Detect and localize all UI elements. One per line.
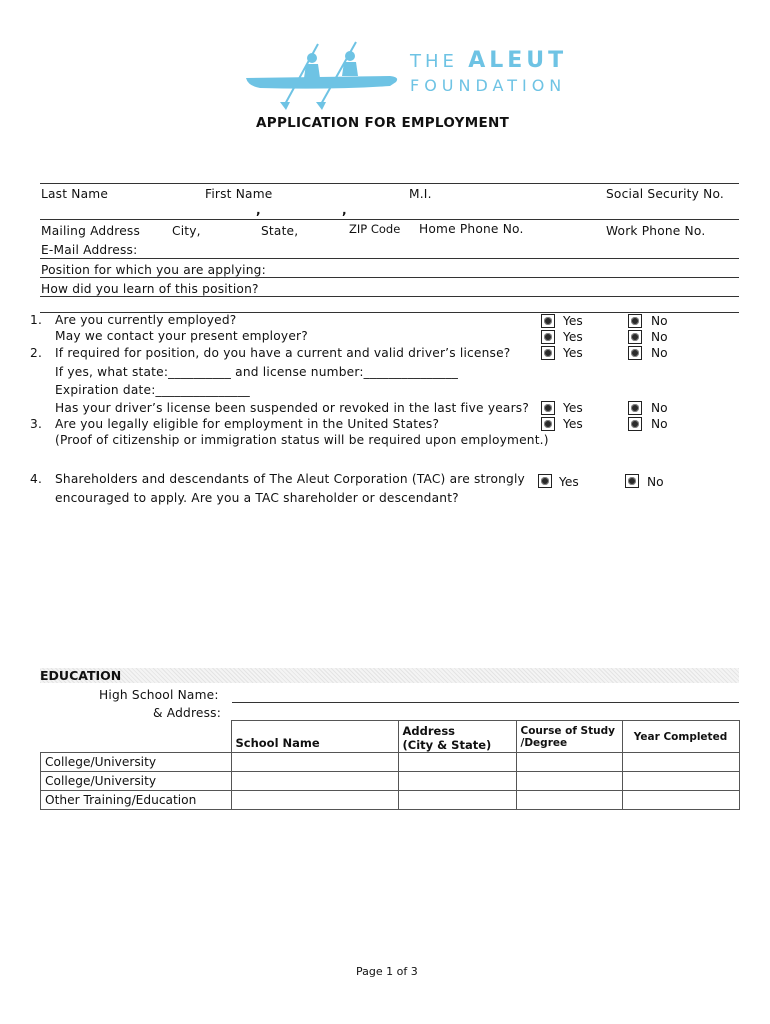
table-header-row — [41, 721, 740, 753]
last-name-label: Last Name — [41, 187, 109, 201]
table-cell[interactable] — [622, 753, 739, 772]
question-4a: Shareholders and descendants of The Aleut Corporation (TAC) are strongly — [55, 472, 525, 486]
col-course-line1: Course of Study — [520, 724, 615, 737]
table-row — [41, 772, 740, 791]
logo-the: THE — [410, 51, 458, 72]
question-3b: (Proof of citizenship or immigration status will be required upon employment.) — [55, 433, 549, 447]
yes-label: Yes — [559, 475, 579, 489]
position-label: Position for which you are applying: — [41, 263, 266, 277]
no-radio-q2a[interactable] — [628, 346, 642, 360]
city-label: City, — [172, 224, 201, 238]
education-heading: EDUCATION — [40, 668, 122, 683]
no-label: No — [651, 401, 668, 415]
col-address-line2: (City & State) — [402, 738, 492, 752]
work-phone-label: Work Phone No. — [606, 224, 706, 238]
table-cell[interactable] — [398, 772, 516, 791]
question-4b: encouraged to apply. Are you a TAC shareholder or descendant? — [55, 491, 459, 505]
email-label: E-Mail Address: — [41, 243, 138, 257]
row-label: Other Training/Education — [41, 791, 232, 810]
high-school-label: High School Name: — [99, 688, 219, 702]
question-2b: If yes, what state:__________ and license number:_______________ — [55, 365, 459, 379]
logo-foundation: FOUNDATION — [410, 76, 567, 95]
state-label: State, — [261, 224, 299, 238]
yes-radio-q2a[interactable] — [541, 346, 555, 360]
yes-radio-q1a[interactable] — [541, 314, 555, 328]
table-row — [41, 791, 740, 810]
col-course — [516, 721, 622, 753]
table-cell[interactable] — [231, 791, 398, 810]
comma: , — [256, 203, 261, 217]
table-cell[interactable] — [398, 753, 516, 772]
yes-radio-q2d[interactable] — [541, 401, 555, 415]
table-cell[interactable] — [622, 772, 739, 791]
zip-label: ZIP Code — [349, 222, 401, 236]
education-header-bar — [40, 668, 739, 683]
home-phone-label: Home Phone No. — [419, 222, 524, 236]
col-year: Year Completed — [622, 721, 739, 753]
yes-label: Yes — [563, 314, 583, 328]
learn-label: How did you learn of this position? — [41, 282, 259, 296]
col-course-line2: /Degree — [520, 736, 568, 749]
question-number: 4. — [30, 472, 43, 486]
col-address — [398, 721, 516, 753]
table-cell[interactable] — [516, 753, 622, 772]
no-radio-q1b[interactable] — [628, 330, 642, 344]
table-cell[interactable] — [231, 753, 398, 772]
logo — [240, 40, 568, 110]
col-address-line1: Address — [402, 724, 456, 738]
question-number: 1. — [30, 313, 43, 327]
page-title: APPLICATION FOR EMPLOYMENT — [256, 115, 510, 131]
no-label: No — [647, 475, 664, 489]
learn-field[interactable] — [40, 296, 739, 297]
no-label: No — [651, 417, 668, 431]
divider — [40, 183, 739, 184]
kayak-logo-icon — [240, 40, 410, 110]
page-number: Page 1 of 3 — [356, 965, 418, 978]
yes-radio-q4[interactable] — [538, 474, 552, 488]
no-radio-q2d[interactable] — [628, 401, 642, 415]
question-number: 2. — [30, 346, 43, 360]
comma: , — [342, 203, 347, 217]
question-1a: Are you currently employed? — [55, 313, 237, 327]
mi-label: M.I. — [409, 187, 432, 201]
question-1b: May we contact your present employer? — [55, 329, 308, 343]
question-2a: If required for position, do you have a current and valid driver’s license? — [55, 346, 511, 360]
table-cell[interactable] — [398, 791, 516, 810]
question-2c: Expiration date:_______________ — [55, 383, 250, 397]
table-cell[interactable] — [516, 791, 622, 810]
table-row — [41, 753, 740, 772]
table-cell[interactable] — [516, 772, 622, 791]
yes-radio-q3a[interactable] — [541, 417, 555, 431]
no-radio-q1a[interactable] — [628, 314, 642, 328]
yes-radio-q1b[interactable] — [541, 330, 555, 344]
table-cell[interactable] — [622, 791, 739, 810]
divider — [40, 219, 739, 220]
question-number: 3. — [30, 417, 43, 431]
question-2d: Has your driver’s license been suspended or revoked in the last five years? — [55, 401, 530, 415]
table-cell[interactable] — [231, 772, 398, 791]
yes-label: Yes — [563, 330, 583, 344]
logo-aleut: ALEUT — [468, 48, 568, 73]
education-table — [40, 720, 740, 810]
yes-label: Yes — [563, 346, 583, 360]
position-field[interactable] — [40, 277, 739, 278]
col-school-name: School Name — [231, 721, 398, 753]
yes-label: Yes — [563, 417, 583, 431]
yes-label: Yes — [563, 401, 583, 415]
no-radio-q4[interactable] — [625, 474, 639, 488]
email-field[interactable] — [40, 258, 739, 259]
address-label: & Address: — [153, 706, 222, 720]
no-radio-q3a[interactable] — [628, 417, 642, 431]
ssn-label: Social Security No. — [606, 187, 724, 201]
no-label: No — [651, 314, 668, 328]
question-3a: Are you legally eligible for employment in the United States? — [55, 417, 440, 431]
row-label: College/University — [41, 753, 232, 772]
first-name-label: First Name — [205, 187, 273, 201]
mailing-address-label: Mailing Address — [41, 224, 141, 238]
no-label: No — [651, 330, 668, 344]
no-label: No — [651, 346, 668, 360]
row-label: College/University — [41, 772, 232, 791]
high-school-field[interactable] — [232, 702, 739, 703]
